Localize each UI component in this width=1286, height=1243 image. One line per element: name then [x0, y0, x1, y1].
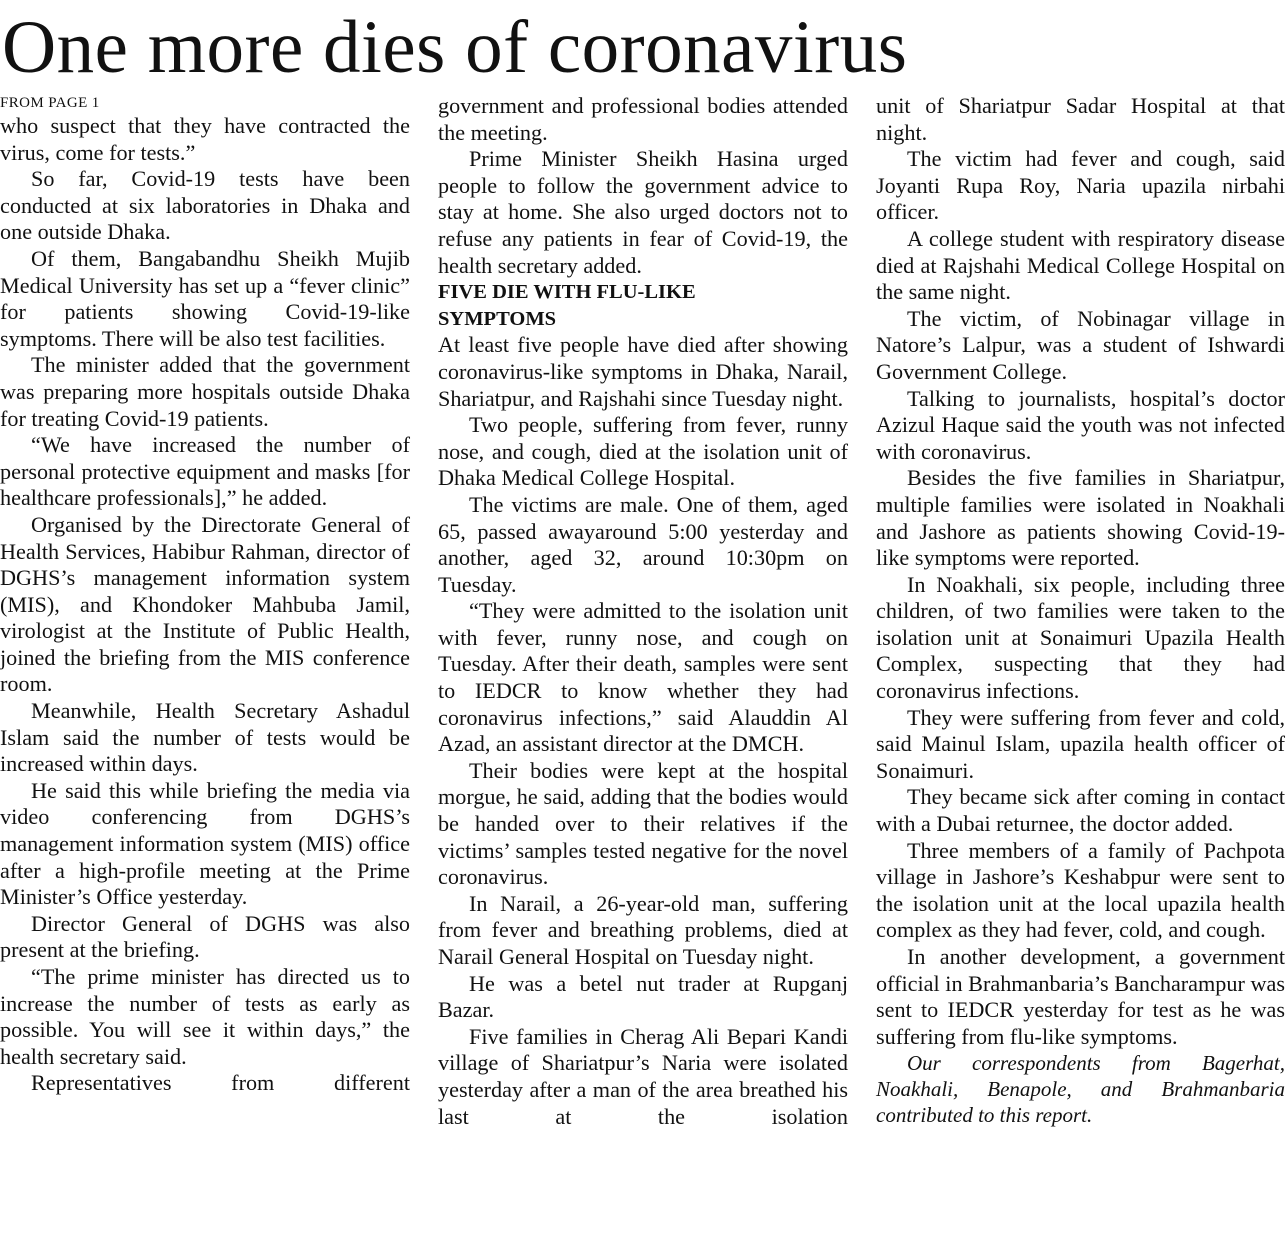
paragraph: Five families in Cherag Ali Bepari Kandi village of Shariatpur’s Naria were isolated yesterday after a man of the area breathed his last at the isolation [438, 1023, 848, 1129]
paragraph: “They were admitted to the isolation unit with fever, runny nose, and cough on Tuesday. After their death, samples were sent to IEDCR to know whether they had coronavirus infections,” said Alauddin Al Azad, an assistant director at the DMCH. [438, 598, 848, 757]
paragraph: Meanwhile, Health Secretary Ashadul Islam said the number of tests would be increased within days. [0, 698, 410, 777]
paragraph: Two people, suffering from fever, runny nose, and cough, died at the isolation unit of Dhaka Medical College Hospital. [438, 412, 848, 491]
paragraph: Their bodies were kept at the hospital morgue, he said, adding that the bodies would be handed over to their relatives if the victims’ samples tested negative for the novel coronavirus. [438, 757, 848, 890]
paragraph: Of them, Bangabandhu Sheikh Mujib Medical University has set up a “fever clinic” for patients showing Covid-19-like symptoms. There will be also test facilities. [0, 245, 410, 351]
paragraph: Organised by the Directorate General of Health Services, Habibur Rahman, director of DGHS’s management information system (MIS), and Khondoker Mahbuba Jamil, virologist at the Institute of Public Health, joined the briefing from the MIS conference room. [0, 511, 410, 697]
paragraph: He said this while briefing the media via video conferencing from DGHS’s management information system (MIS) office after a high-profile meeting at the Prime Minister’s Office yesterday. [0, 777, 410, 910]
paragraph: In Noakhali, six people, including three children, of two families were taken to the isolation unit at Sonaimuri Upazila Health Complex, suspecting that they had coronavirus infections. [876, 571, 1285, 704]
paragraph: Prime Minister Sheikh Hasina urged people to follow the government advice to stay at home. She also urged doctors not to refuse any patients in fear of Covid-19, the health secretary added. [438, 146, 848, 278]
paragraph: The victim, of Nobinagar village in Natore’s Lalpur, was a student of Ishwardi Government College. [876, 305, 1285, 384]
paragraph: In another development, a government official in Brahmanbaria’s Bancharampur was sent to IEDCR yesterday for test as he was suffering from flu-like symptoms. [876, 944, 1285, 1049]
article-column-3 [876, 93, 1285, 1128]
paragraph: The minister added that the government was preparing more hospitals outside Dhaka for treating Covid-19 patients. [0, 352, 410, 431]
headline: One more dies of coronavirus [2, 6, 908, 89]
paragraph: unit of Shariatpur Sadar Hospital at that night. [876, 93, 1285, 145]
paragraph: “We have increased the number of personal protective equipment and masks [for healthcare professionals],” he added. [0, 432, 410, 511]
paragraph: Representatives from different [31, 1070, 410, 1096]
paragraph: He was a betel nut trader at Rupganj Bazar. [438, 970, 848, 1023]
paragraph: At least five people have died after showing coronavirus-like symptoms in Dhaka, Narail, Shariatpur, and Rajshahi since Tuesday night. [438, 332, 848, 411]
contributor-credit: Our correspondents from Bagerhat, Noakhali, Benapole, and Brahmanbaria contributed to this report. [876, 1051, 1285, 1128]
paragraph: In Narail, a 26-year-old man, suffering from fever and breathing problems, died at Narail General Hospital on Tuesday night. [438, 890, 848, 969]
article-column-1 [0, 93, 410, 1097]
paragraph: government and professional bodies attended the meeting. [438, 93, 848, 145]
paragraph: They became sick after coming in contact with a Dubai returnee, the doctor added. [876, 784, 1285, 837]
paragraph: They were suffering from fever and cold, said Mainul Islam, upazila health officer of Sonaimuri. [876, 704, 1285, 783]
paragraph: Talking to journalists, hospital’s doctor Azizul Haque said the youth was not infected with coronavirus. [876, 385, 1285, 464]
subhead: FIVE DIE WITH FLU-LIKE SYMPTOMS [438, 281, 696, 330]
paragraph: A college student with respiratory disease died at Rajshahi Medical College Hospital on the same night. [876, 225, 1285, 305]
paragraph: Three members of a family of Pachpota village in Jashore’s Keshabpur were sent to the isolation unit at the local upazila health complex as they had fever, cold, and cough. [876, 837, 1285, 943]
paragraph: Besides the five families in Shariatpur, multiple families were isolated in Noakhali and Jashore as patients showing Covid-19-like symptoms were reported. [876, 465, 1285, 571]
paragraph: “The prime minister has directed us to increase the number of tests as early as possible. You will see it within days,” the health secretary said. [0, 964, 410, 1069]
paragraph: So far, Covid-19 tests have been conducted at six laboratories in Dhaka and one outside Dhaka. [0, 166, 410, 245]
paragraph: The victims are male. One of them, aged 65, passed awayaround 5:00 yesterday and another, aged 32, around 10:30pm on Tuesday. [438, 491, 848, 597]
paragraph: Director General of DGHS was also present at the briefing. [0, 910, 410, 963]
paragraph: The victim had fever and cough, said Joyanti Rupa Roy, Naria upazila nirbahi officer. [876, 146, 1285, 225]
jump-line: FROM PAGE 1 [0, 95, 100, 111]
article-column-2 [438, 93, 848, 1130]
paragraph: who suspect that they have contracted the virus, come for tests.” [0, 113, 410, 165]
